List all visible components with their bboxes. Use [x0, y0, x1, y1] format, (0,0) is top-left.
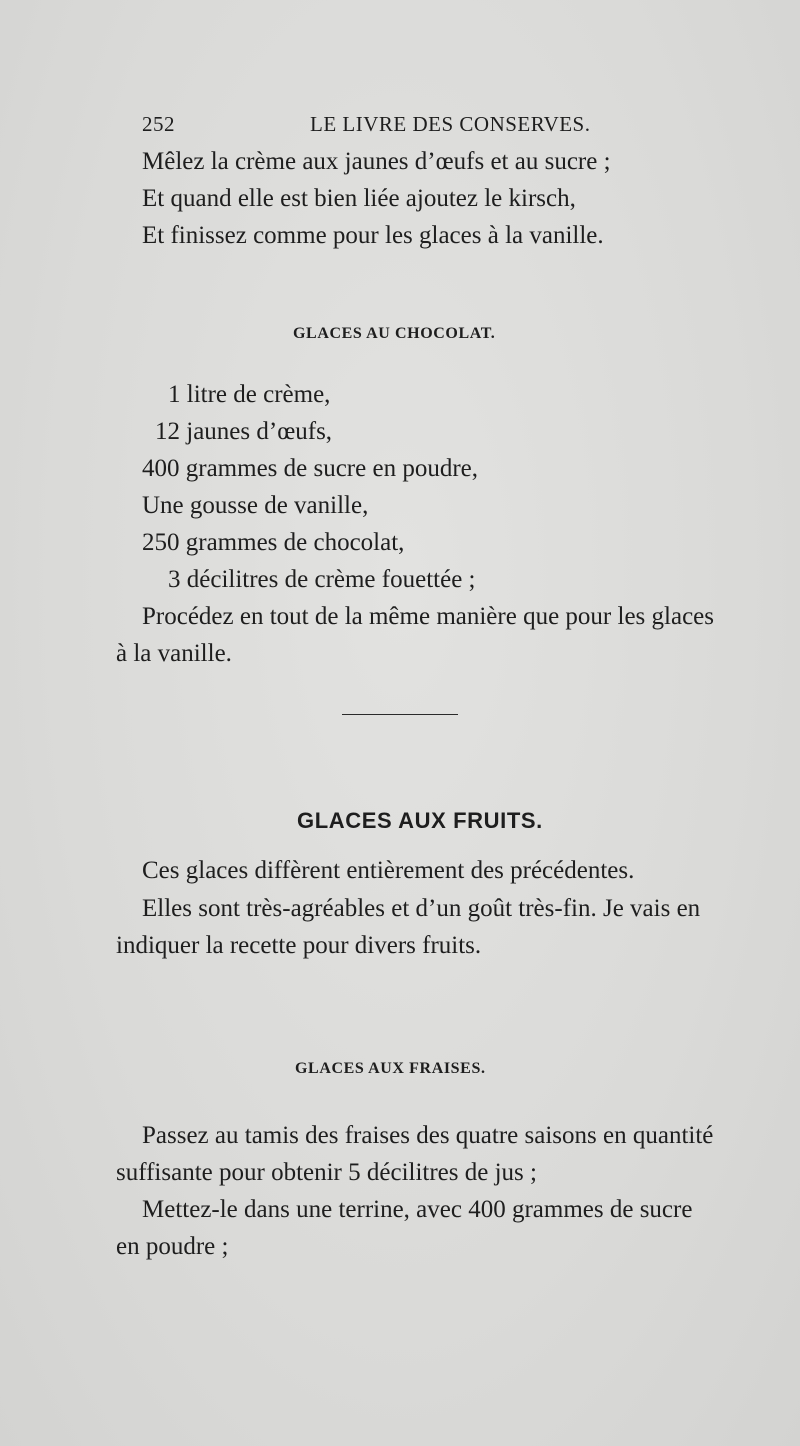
- paragraph-line: Elles sont très-agréables et d’un goût très-fin. Je vais en: [142, 895, 701, 922]
- paragraph-line: Ces glaces diffèrent entièrement des précédentes.: [142, 857, 635, 884]
- section-title-chocolat: GLACES AU CHOCOLAT.: [293, 325, 496, 342]
- page-header: [142, 112, 652, 142]
- paragraph-line: indiquer la recette pour divers fruits.: [116, 932, 482, 959]
- ingredient-line: 1 litre de crème,: [168, 381, 331, 408]
- running-title: LE LIVRE DES CONSERVES.: [310, 112, 591, 136]
- ingredient-line: 3 décilitres de crème fouettée ;: [168, 566, 476, 593]
- intro-line: Et quand elle est bien liée ajoutez le kirsch,: [142, 185, 576, 212]
- paragraph-line: Passez au tamis des fraises des quatre saisons en quantité: [142, 1122, 714, 1149]
- page-number: 252: [142, 112, 175, 136]
- ingredient-line: 400 grammes de sucre en poudre,: [142, 455, 478, 482]
- section-title-fruits: GLACES AUX FRUITS.: [297, 808, 543, 833]
- method-line: à la vanille.: [116, 640, 232, 667]
- section-title-fraises: GLACES AUX FRAISES.: [295, 1060, 486, 1077]
- ingredient-line: Une gousse de vanille,: [142, 492, 369, 519]
- ingredient-line: 250 grammes de chocolat,: [142, 529, 405, 556]
- intro-line: Et finissez comme pour les glaces à la vanille.: [142, 222, 604, 249]
- section-divider: [342, 714, 458, 715]
- paragraph-line: suffisante pour obtenir 5 décilitres de jus ;: [116, 1159, 537, 1186]
- paragraph-line: Mettez-le dans une terrine, avec 400 grammes de sucre: [142, 1196, 693, 1223]
- intro-line: Mêlez la crème aux jaunes d’œufs et au sucre ;: [142, 148, 611, 175]
- paragraph-line: en poudre ;: [116, 1233, 229, 1260]
- ingredient-line: 12 jaunes d’œufs,: [155, 418, 333, 445]
- method-line: Procédez en tout de la même manière que pour les glaces: [142, 603, 714, 630]
